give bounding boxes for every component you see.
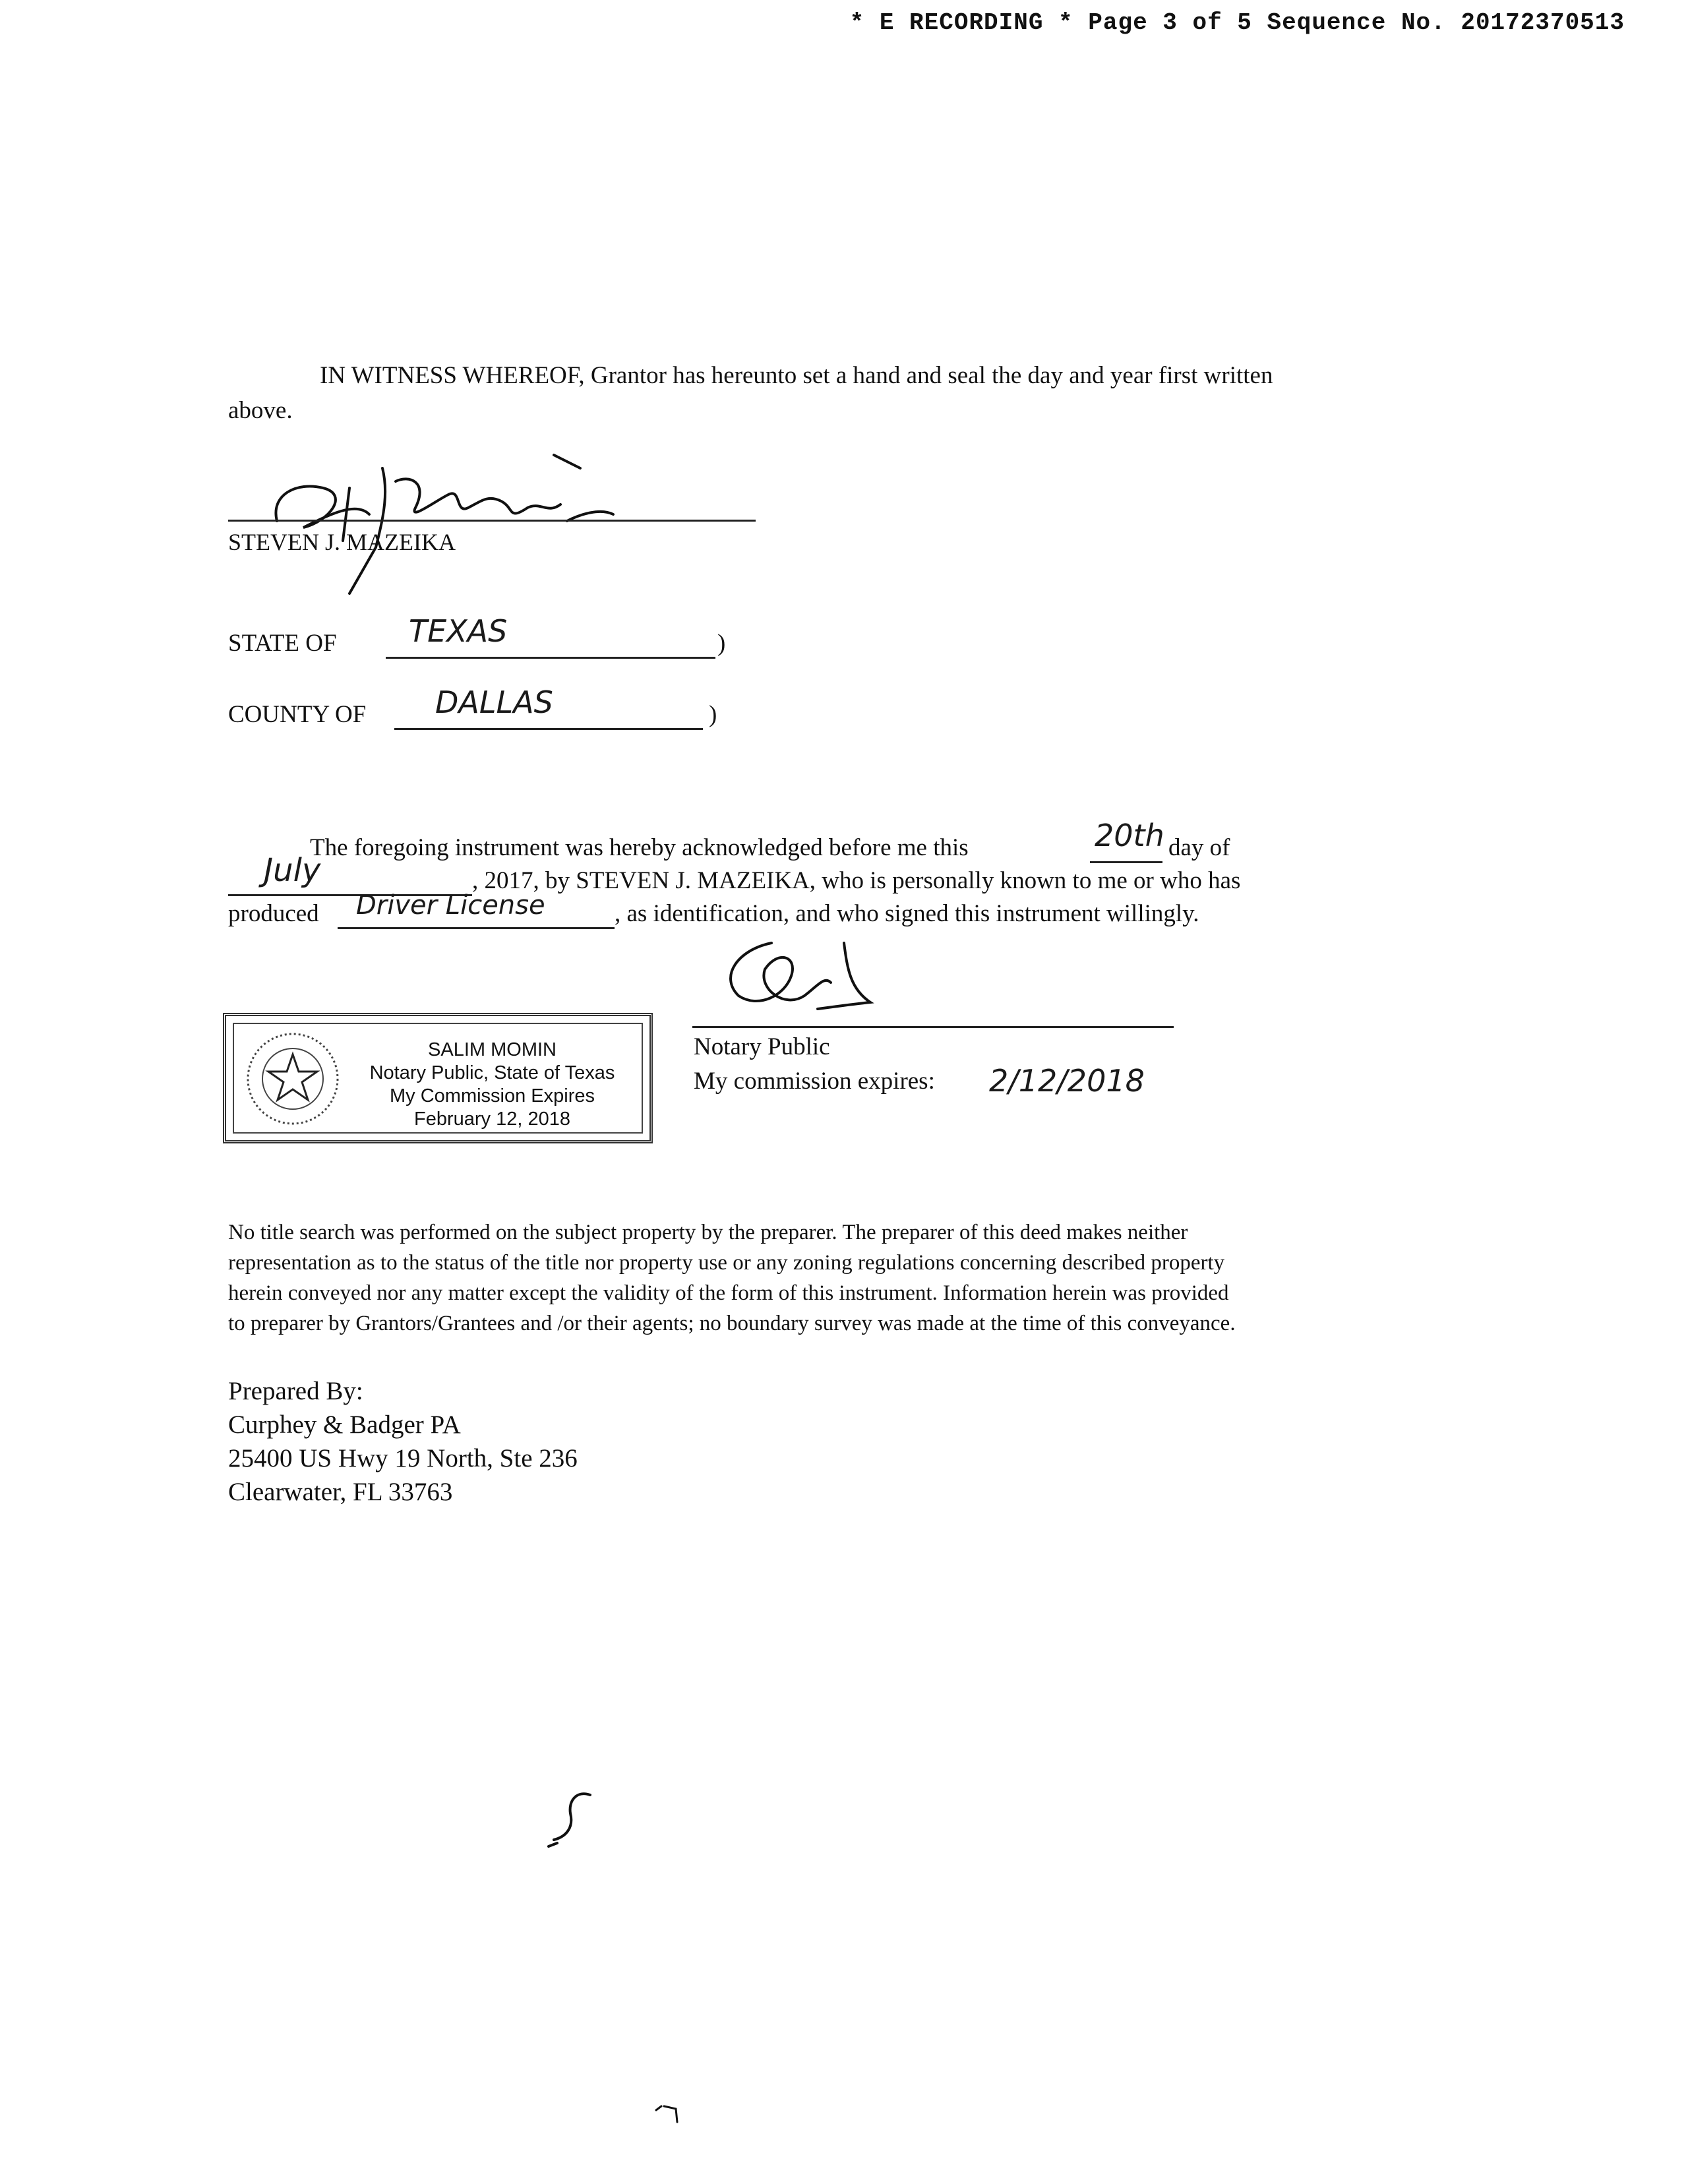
stray-mark-bottom	[649, 2097, 689, 2130]
notary-expires-label: My commission expires:	[694, 1068, 935, 1095]
disclaimer-line-1: No title search was performed on the subject property by the preparer. The preparer of this deed makes neither	[228, 1221, 1188, 1244]
prepared-by	[228, 1374, 578, 1509]
notary-expires-value: 2/12/2018	[989, 1063, 1145, 1099]
notary-title: Notary Public	[694, 1033, 830, 1060]
stamp-line-4: February 12, 2018	[414, 1108, 570, 1130]
state-line	[386, 657, 715, 659]
stray-mark	[541, 1780, 620, 1853]
ack-day-line	[1090, 861, 1162, 863]
grantor-name: STEVEN J. MAZEIKA	[228, 529, 456, 555]
disclaimer-line-3: herein conveyed nor any matter except the validity of the form of this instrument. Information herein was provided	[228, 1281, 1229, 1305]
county-line	[394, 728, 703, 730]
prepared-by-label: Prepared By:	[228, 1377, 363, 1405]
ack-part-1: The foregoing instrument was hereby acknowledged before me this	[310, 834, 969, 861]
ack-day: 20th	[1095, 818, 1164, 853]
stamp-name: SALIM MOMIN	[428, 1039, 557, 1060]
notary-signature-line	[692, 1026, 1174, 1028]
state-value: TEXAS	[409, 613, 508, 649]
ack-produced-label: produced	[228, 900, 319, 927]
disclaimer-line-2: representation as to the status of the title nor property use or any zoning regulations concerning described property	[228, 1251, 1225, 1275]
grantor-signature-line	[228, 520, 756, 522]
notary-signature	[712, 930, 884, 1029]
county-paren: )	[709, 701, 717, 728]
ack-id-type: Driver License	[356, 890, 545, 921]
notary-seal-icon	[243, 1029, 342, 1128]
witness-line-1: IN WITNESS WHEREOF, Grantor has hereunto set a hand and seal the day and year first written	[320, 362, 1273, 389]
prepared-by-firm: Curphey & Badger PA	[228, 1410, 461, 1439]
witness-line-2: above.	[228, 397, 293, 424]
ack-month: July	[264, 852, 321, 889]
county-label: COUNTY OF	[228, 701, 367, 728]
state-paren: )	[717, 630, 726, 657]
disclaimer	[228, 1217, 1468, 1339]
disclaimer-line-4: to preparer by Grantors/Grantees and /or their agents; no boundary survey was made at the time of this conveyance.	[228, 1312, 1236, 1335]
stamp-line-3: My Commission Expires	[390, 1085, 595, 1107]
prepared-by-address-2: Clearwater, FL 33763	[228, 1478, 453, 1506]
ack-part-2: day of	[1168, 834, 1230, 861]
county-value: DALLAS	[435, 684, 553, 720]
ack-part-4: , as identification, and who signed this instrument willingly.	[615, 900, 1199, 927]
state-label: STATE OF	[228, 630, 337, 657]
recording-header: * E RECORDING * Page 3 of 5 Sequence No. 20172370513	[849, 9, 1625, 36]
ack-part-3: , 2017, by STEVEN J. MAZEIKA, who is personally known to me or who has	[472, 867, 1241, 894]
ack-id-line	[338, 927, 615, 929]
stamp-line-2: Notary Public, State of Texas	[369, 1062, 615, 1083]
prepared-by-address-1: 25400 US Hwy 19 North, Ste 236	[228, 1444, 578, 1472]
notary-stamp	[223, 1013, 653, 1143]
